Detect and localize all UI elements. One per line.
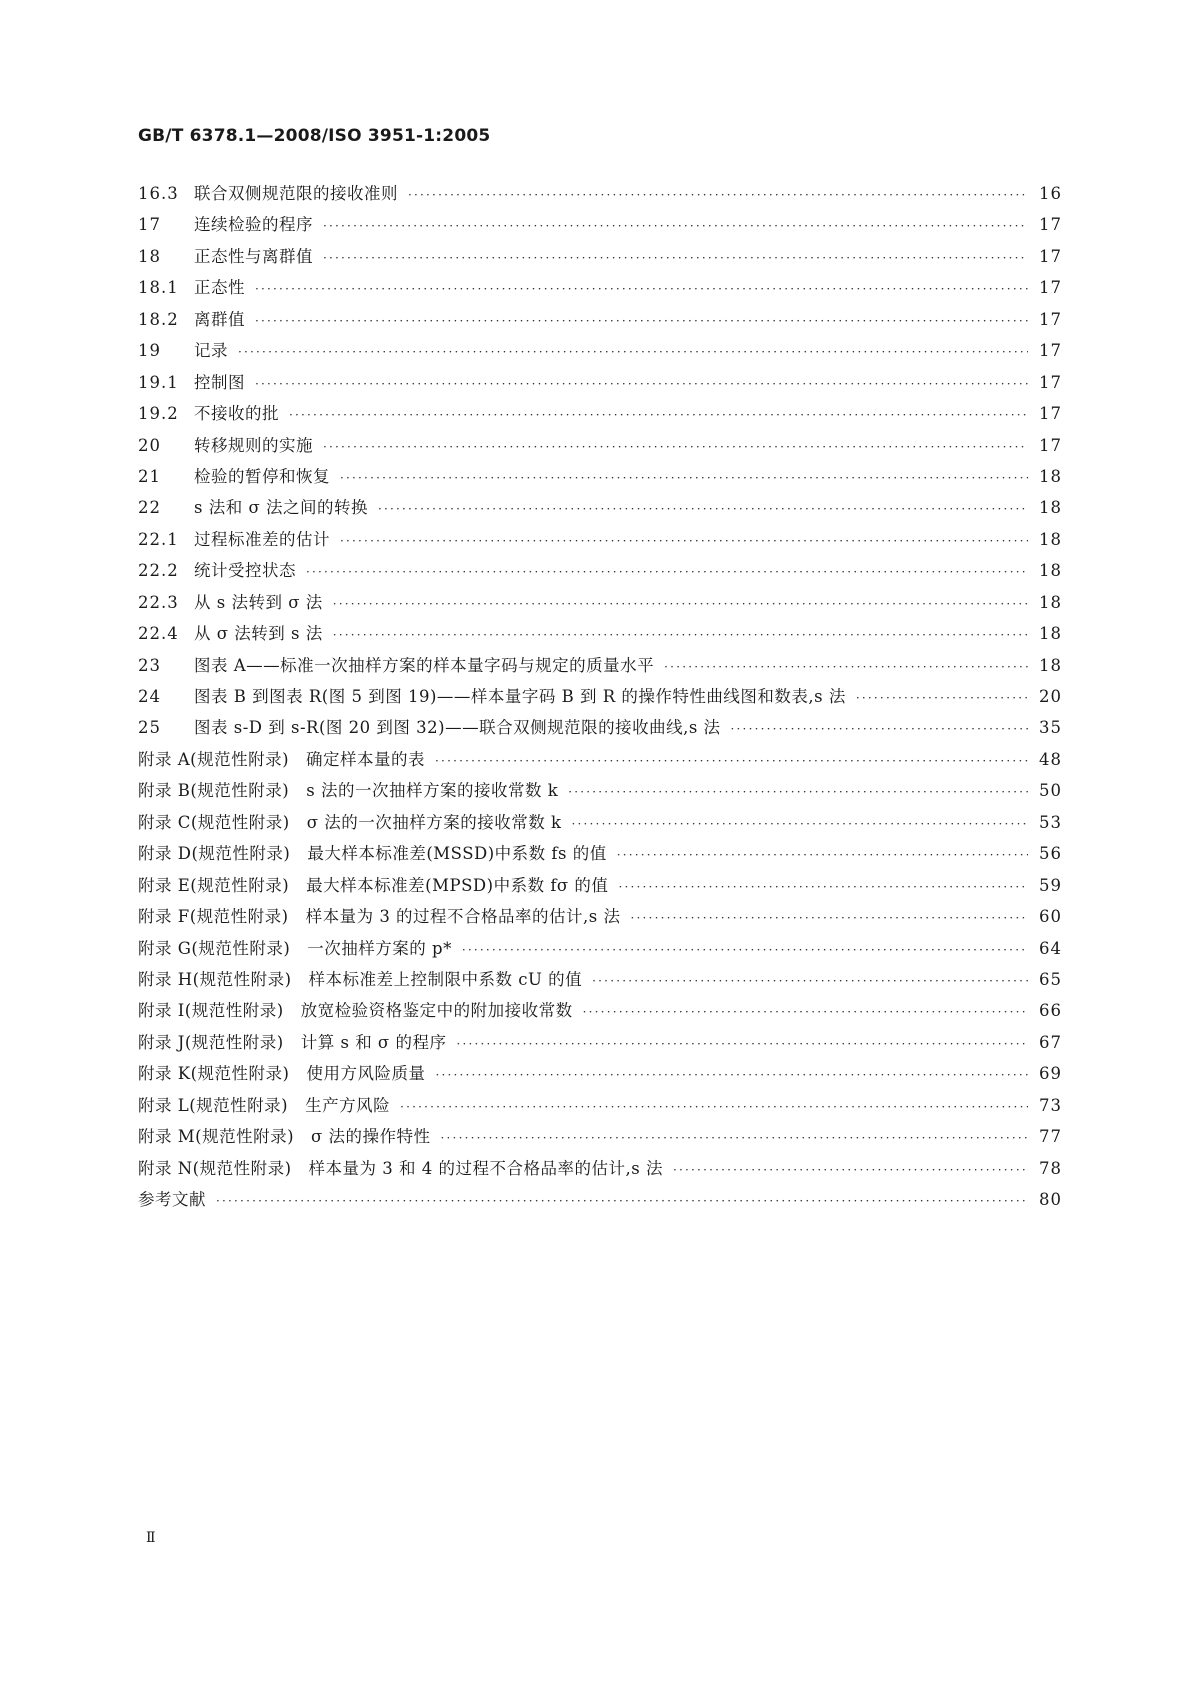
toc-entry[interactable] — [138, 966, 1062, 997]
toc-entry-title: 连续检验的程序 — [194, 215, 313, 235]
toc-entry[interactable] — [138, 746, 1062, 777]
toc-entry-page: 18 — [1039, 498, 1062, 518]
toc-entry-page: 35 — [1039, 718, 1062, 738]
toc-entry-page: 18 — [1039, 624, 1062, 644]
toc-entry[interactable] — [138, 683, 1062, 714]
toc-leader-dots — [255, 314, 1028, 328]
toc-entry[interactable] — [138, 840, 1062, 871]
toc-entry[interactable] — [138, 211, 1062, 242]
toc-leader-dots — [583, 1005, 1028, 1019]
page-number: Ⅱ — [146, 1530, 156, 1546]
toc-entry[interactable] — [138, 997, 1062, 1028]
toc-entry[interactable] — [138, 1123, 1062, 1154]
toc-entry[interactable] — [138, 337, 1062, 368]
toc-entry-page: 17 — [1039, 278, 1062, 298]
toc-entry[interactable] — [138, 1092, 1062, 1123]
toc-entry-title: 附录 D(规范性附录) 最大样本标准差(MSSD)中系数 fs 的值 — [138, 844, 607, 864]
toc-entry-title: 参考文献 — [138, 1190, 206, 1209]
toc-entry-page: 17 — [1039, 435, 1062, 455]
toc-entry-number: 23 — [138, 655, 161, 675]
toc-entry-page: 18 — [1039, 592, 1062, 612]
toc-entry-title: 图表 B 到图表 R(图 5 到图 19)——样本量字码 B 到 R 的操作特性曲线图和数表,s 法 — [194, 687, 846, 706]
toc-entry-page: 53 — [1039, 812, 1062, 832]
toc-entry-page: 56 — [1039, 844, 1062, 864]
toc-entry-title: 附录 M(规范性附录) σ 法的操作特性 — [138, 1127, 431, 1147]
toc-entry-page: 78 — [1039, 1158, 1062, 1178]
toc-entry-page: 17 — [1039, 404, 1062, 424]
toc-entry-number: 18 — [138, 246, 161, 266]
toc-entry-title: 附录 I(规范性附录) 放宽检验资格鉴定中的附加接收常数 — [138, 1001, 573, 1021]
toc-leader-dots — [731, 722, 1028, 736]
toc-entry-page: 73 — [1039, 1095, 1062, 1115]
toc-entry-title: 联合双侧规范限的接收准则 — [194, 184, 398, 203]
toc-leader-dots — [618, 880, 1028, 894]
toc-entry-page: 64 — [1039, 938, 1062, 958]
toc-entry[interactable] — [138, 652, 1062, 683]
toc-entry-page: 80 — [1039, 1190, 1062, 1209]
toc-leader-dots — [333, 628, 1028, 642]
document-header: GB/T 6378.1—2008/ISO 3951-1:2005 — [138, 126, 491, 146]
toc-entry-page: 18 — [1039, 561, 1062, 581]
toc-entry-number: 24 — [138, 687, 161, 706]
toc-entry-title: 不接收的批 — [194, 404, 279, 424]
toc-entry-title: 附录 J(规范性附录) 计算 s 和 σ 的程序 — [138, 1032, 447, 1052]
toc-leader-dots — [631, 911, 1028, 925]
toc-entry[interactable] — [138, 620, 1062, 651]
toc-entry-number: 19 — [138, 341, 161, 361]
toc-entry-number: 22.4 — [138, 624, 179, 644]
toc-entry-number: 18.1 — [138, 278, 179, 298]
toc-entry-page: 17 — [1039, 215, 1062, 235]
table-of-contents — [138, 180, 1062, 1217]
toc-entry-number: 16.3 — [138, 184, 179, 203]
toc-leader-dots — [664, 660, 1028, 674]
toc-entry[interactable] — [138, 432, 1062, 463]
toc-leader-dots — [568, 785, 1028, 799]
toc-entry[interactable] — [138, 306, 1062, 337]
toc-leader-dots — [323, 440, 1028, 454]
toc-entry-title: 图表 s-D 到 s-R(图 20 到图 32)——联合双侧规范限的接收曲线,s 法 — [194, 718, 721, 738]
toc-entry-title: s 法和 σ 法之间的转换 — [194, 498, 368, 518]
toc-entry-title: 转移规则的实施 — [194, 435, 313, 455]
toc-entry-page: 48 — [1039, 749, 1062, 769]
toc-entry-title: 附录 F(规范性附录) 样本量为 3 的过程不合格品率的估计,s 法 — [138, 907, 621, 927]
toc-entry[interactable] — [138, 935, 1062, 966]
toc-entry-number: 22.1 — [138, 529, 179, 549]
toc-entry[interactable] — [138, 589, 1062, 620]
toc-entry-page: 18 — [1039, 529, 1062, 549]
toc-entry[interactable] — [138, 243, 1062, 274]
toc-entry-title: 离群值 — [194, 309, 245, 329]
toc-leader-dots — [435, 1068, 1028, 1082]
toc-entry-title: 从 s 法转到 σ 法 — [194, 592, 323, 612]
toc-entry-page: 17 — [1039, 309, 1062, 329]
toc-entry[interactable] — [138, 872, 1062, 903]
toc-entry-number: 20 — [138, 435, 161, 455]
toc-leader-dots — [255, 377, 1028, 391]
toc-leader-dots — [400, 1100, 1028, 1114]
toc-entry-page: 18 — [1039, 466, 1062, 486]
toc-leader-dots — [323, 251, 1028, 265]
toc-leader-dots — [462, 943, 1028, 957]
toc-entry-title: 附录 H(规范性附录) 样本标准差上控制限中系数 cU 的值 — [138, 969, 583, 989]
toc-entry-title: 正态性 — [194, 278, 245, 298]
toc-entry-page: 66 — [1039, 1001, 1062, 1021]
toc-leader-dots — [592, 974, 1028, 988]
toc-entry-title: 附录 C(规范性附录) σ 法的一次抽样方案的接收常数 k — [138, 812, 562, 832]
toc-entry[interactable] — [138, 400, 1062, 431]
toc-leader-dots — [216, 1194, 1028, 1208]
toc-entry-page: 18 — [1039, 655, 1062, 675]
toc-entry-title: 附录 E(规范性附录) 最大样本标准差(MPSD)中系数 fσ 的值 — [138, 875, 609, 895]
toc-entry[interactable] — [138, 809, 1062, 840]
toc-entry-page: 77 — [1039, 1127, 1062, 1147]
toc-leader-dots — [673, 1163, 1028, 1177]
toc-leader-dots — [289, 408, 1028, 422]
toc-entry-title: 图表 A——标准一次抽样方案的样本量字码与规定的质量水平 — [194, 655, 655, 675]
toc-leader-dots — [238, 345, 1028, 359]
toc-entry-page: 17 — [1039, 246, 1062, 266]
toc-entry-title: 正态性与离群值 — [194, 246, 313, 266]
toc-entry-title: 附录 K(规范性附录) 使用方风险质量 — [138, 1064, 426, 1084]
toc-leader-dots — [572, 817, 1029, 831]
toc-entry[interactable] — [138, 714, 1062, 745]
toc-entry-page: 50 — [1039, 781, 1062, 801]
toc-entry-title: 附录 A(规范性附录) 确定样本量的表 — [138, 749, 426, 769]
toc-entry[interactable] — [138, 777, 1062, 808]
toc-entry[interactable] — [138, 463, 1062, 494]
toc-entry-page: 60 — [1039, 907, 1062, 927]
toc-leader-dots — [441, 1131, 1028, 1145]
toc-entry-title: 附录 G(规范性附录) 一次抽样方案的 p* — [138, 938, 452, 958]
toc-entry-title: 检验的暂停和恢复 — [194, 466, 330, 486]
toc-entry-page: 67 — [1039, 1032, 1062, 1052]
toc-entry-title: 附录 N(规范性附录) 样本量为 3 和 4 的过程不合格品率的估计,s 法 — [138, 1158, 663, 1178]
toc-leader-dots — [378, 502, 1028, 516]
toc-leader-dots — [323, 219, 1028, 233]
toc-leader-dots — [340, 534, 1028, 548]
toc-entry-number: 18.2 — [138, 309, 179, 329]
toc-entry-page: 20 — [1039, 687, 1062, 706]
toc-entry[interactable] — [138, 494, 1062, 525]
toc-entry[interactable] — [138, 557, 1062, 588]
toc-entry[interactable] — [138, 1155, 1062, 1186]
toc-entry[interactable] — [138, 526, 1062, 557]
toc-leader-dots — [856, 691, 1028, 705]
toc-entry[interactable] — [138, 903, 1062, 934]
toc-entry[interactable] — [138, 1186, 1062, 1217]
toc-entry-page: 16 — [1039, 184, 1062, 203]
toc-entry-title: 记录 — [194, 341, 228, 361]
toc-entry-number: 19.1 — [138, 372, 179, 392]
toc-entry-page: 17 — [1039, 372, 1062, 392]
toc-leader-dots — [617, 848, 1028, 862]
toc-entry-number: 19.2 — [138, 404, 179, 424]
toc-entry-number: 22 — [138, 498, 161, 518]
toc-entry-number: 21 — [138, 466, 161, 486]
toc-entry-number: 22.2 — [138, 561, 179, 581]
toc-entry-title: 从 σ 法转到 s 法 — [194, 624, 323, 644]
toc-entry-number: 22.3 — [138, 592, 179, 612]
toc-entry-title: 附录 B(规范性附录) s 法的一次抽样方案的接收常数 k — [138, 781, 559, 801]
toc-leader-dots — [408, 188, 1028, 202]
toc-entry[interactable] — [138, 1029, 1062, 1060]
toc-entry[interactable] — [138, 1060, 1062, 1091]
toc-entry-number: 17 — [138, 215, 161, 235]
toc-leader-dots — [435, 754, 1028, 768]
toc-leader-dots — [255, 282, 1028, 296]
toc-entry-title: 控制图 — [194, 372, 245, 392]
toc-leader-dots — [333, 597, 1028, 611]
toc-leader-dots — [456, 1037, 1028, 1051]
toc-leader-dots — [340, 471, 1028, 485]
toc-entry-title: 过程标准差的估计 — [194, 529, 330, 549]
toc-entry[interactable] — [138, 369, 1062, 400]
toc-entry[interactable] — [138, 274, 1062, 305]
toc-entry-page: 59 — [1039, 875, 1062, 895]
toc-entry-title: 附录 L(规范性附录) 生产方风险 — [138, 1095, 391, 1115]
toc-entry-number: 25 — [138, 718, 161, 738]
toc-entry-page: 17 — [1039, 341, 1062, 361]
toc-entry-page: 69 — [1039, 1064, 1062, 1084]
toc-entry[interactable] — [138, 180, 1062, 211]
toc-leader-dots — [306, 565, 1028, 579]
toc-entry-page: 65 — [1039, 969, 1062, 989]
toc-entry-title: 统计受控状态 — [194, 561, 296, 581]
